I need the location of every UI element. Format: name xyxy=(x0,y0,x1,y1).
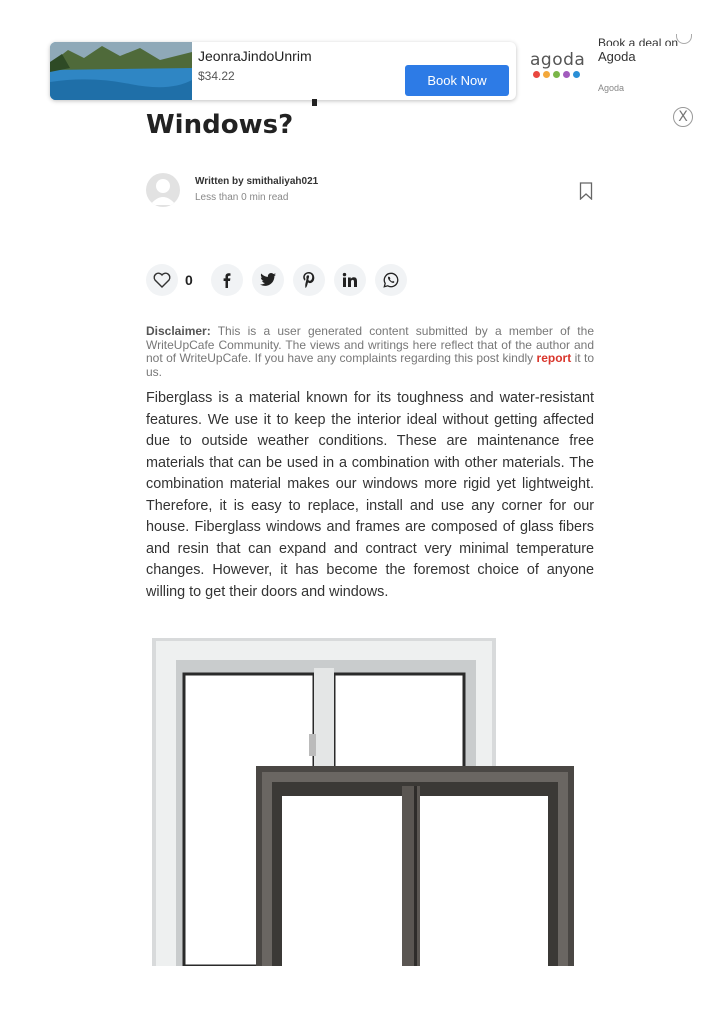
heart-icon xyxy=(153,272,171,288)
like-button[interactable] xyxy=(146,264,178,296)
title-fragment xyxy=(270,96,330,106)
article-body: Fiberglass is a material known for its toughness and water-resistant features. We use it to keep the interior ideal without getting affected due to outside weather conditions. These are maintenance free materials that can be used in a combination with other materials. The combination material makes our windows more rigid yet lightweight. Therefore, it is easy to replace, install and use any corner for our house. Fiberglass windows and frames are composed of glass fibers and resin that can expand and contract very minimal temperature changes. However, it has become the foremost choice of anyone willing to get their doors and windows. xyxy=(146,390,594,600)
logo-dot xyxy=(543,71,550,78)
twitter-icon xyxy=(259,272,277,288)
agoda-logo[interactable] xyxy=(530,50,586,78)
user-silhouette-icon xyxy=(146,173,180,207)
close-ad-button[interactable]: X xyxy=(673,107,693,127)
fiberglass-windows-image xyxy=(150,630,592,966)
disclaimer-label: Disclaimer: xyxy=(146,324,211,338)
disclaimer-tail: it to us. xyxy=(146,351,594,379)
share-facebook-button[interactable] xyxy=(211,264,243,296)
linkedin-icon xyxy=(342,272,358,288)
report-link[interactable]: report xyxy=(536,351,572,365)
disclaimer xyxy=(146,325,594,379)
facebook-icon xyxy=(219,272,235,288)
ad-hotel-name[interactable]: JeonraJindoUnrim xyxy=(198,48,312,64)
read-time: Less than 0 min read xyxy=(195,192,289,203)
logo-dot xyxy=(533,71,540,78)
share-pinterest-button[interactable] xyxy=(293,264,325,296)
ad-price: $34.22 xyxy=(198,69,235,83)
logo-dot xyxy=(563,71,570,78)
title-fragment-glyph xyxy=(270,99,330,106)
pinterest-icon xyxy=(302,271,316,289)
avatar[interactable] xyxy=(146,173,180,207)
book-now-button[interactable]: Book Now xyxy=(405,65,509,96)
whatsapp-icon xyxy=(383,272,399,288)
ad-banner[interactable] xyxy=(50,42,516,100)
share-whatsapp-button[interactable] xyxy=(375,264,407,296)
social-actions xyxy=(146,264,416,296)
share-twitter-button[interactable] xyxy=(252,264,284,296)
page-title: Windows? xyxy=(146,110,294,140)
logo-dot xyxy=(573,71,580,78)
disclaimer-text: This is a user generated content submitted by a member of the WriteUpCafe Community. The views and writings here reflect that of the author and not of WriteUpCafe. If you have any complaints regarding this post kindly xyxy=(146,324,594,365)
agoda-logo-text: agoda xyxy=(530,50,586,70)
ad-info-icon[interactable] xyxy=(676,34,692,44)
hotel-thumbnail[interactable] xyxy=(50,42,192,100)
share-linkedin-button[interactable] xyxy=(334,264,366,296)
logo-dot xyxy=(553,71,560,78)
like-count: 0 xyxy=(185,272,193,288)
ad-brand[interactable]: Agoda xyxy=(598,49,636,64)
bookmark-icon[interactable] xyxy=(579,182,593,200)
ad-brand-small: Agoda xyxy=(598,83,625,93)
agoda-logo-dots xyxy=(533,71,586,78)
author-line[interactable]: Written by smithaliyah021 xyxy=(195,176,319,187)
ad-headline[interactable]: Book a deal on xyxy=(598,36,679,46)
